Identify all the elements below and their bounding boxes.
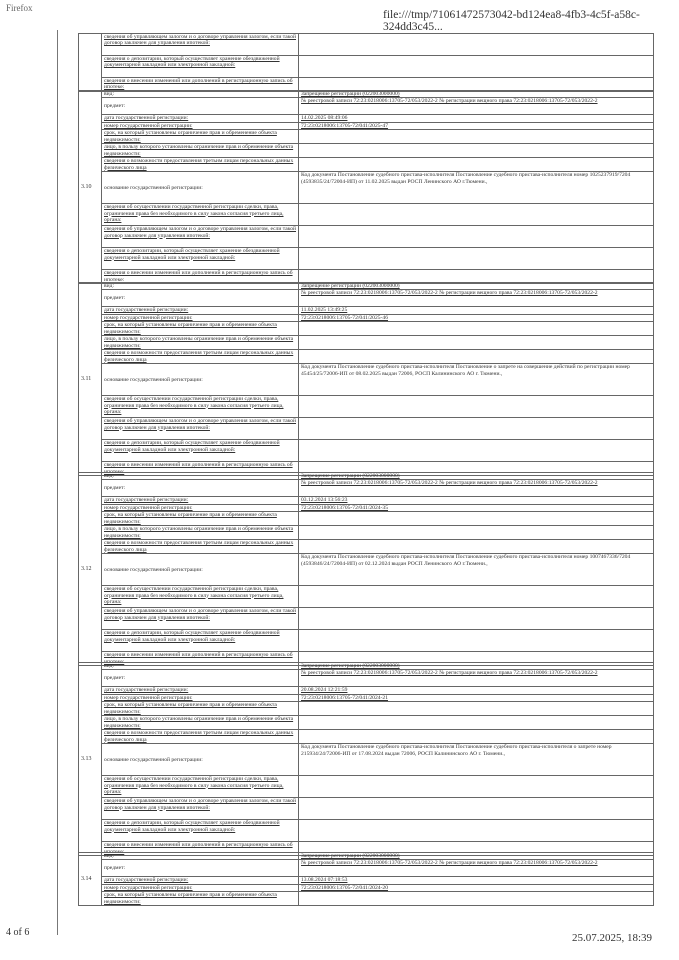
field-value-consent — [299, 204, 654, 226]
value-text: Код документа Постановление судебного пристава-исполнителя Постановление судебного пристава-исполнителя о запрете номер 215934/24/72006-ИП от 17.08.2024 выдан 72006, РОСП Калининского АО г. Тюмени., — [301, 744, 612, 757]
label-text: сведения о внесении изменений или дополнений в регистрационную запись об ипотеке: — [104, 462, 293, 475]
value-text: № реестровой записи 72:23:0218006:13705-72/053/2022-2 № регистрации вещного права 72:23:0218006:13705-72/053/2022-2 — [301, 480, 598, 487]
field-label-depositary — [102, 440, 299, 462]
table-row — [79, 350, 654, 364]
field-label-consent — [102, 204, 299, 226]
label-text: сведения о депозитарии, который осуществляет хранение обездвиженной документарной закладной или электронной закладной: — [104, 248, 280, 261]
table-row — [79, 130, 654, 144]
field-label-subject — [102, 98, 299, 115]
table-row — [79, 144, 654, 158]
field-label-personal-data — [102, 730, 299, 744]
field-value-depositary — [299, 56, 654, 78]
table-row — [79, 526, 654, 540]
table-row — [79, 608, 654, 630]
field-label-subject — [102, 480, 299, 497]
table-row — [79, 98, 654, 115]
label-text: сведения об управляющем залогом и о договоре управления залогом, если такой договор заключен для управления ипотекой: — [104, 418, 297, 431]
table-row — [79, 884, 654, 891]
field-value-subject — [299, 290, 654, 307]
table-row — [79, 248, 654, 270]
field-label-pledge-manager — [102, 798, 299, 820]
label-text: номер государственной регистрации: — [104, 504, 193, 511]
field-label-pledge-manager — [102, 608, 299, 630]
field-value-consent — [299, 396, 654, 418]
table-row — [79, 512, 654, 526]
label-text: сведения о внесении изменений или дополнений в регистрационную запись об ипотеке: — [104, 842, 293, 855]
label-text: сведения о депозитарии, который осуществляет хранение обездвиженной документарной закладной или электронной закладной: — [104, 440, 280, 453]
value-text: 72:23:0218006:13705-72/041/2024-21 — [301, 694, 389, 701]
section-table — [78, 33, 654, 92]
field-value-reg-date — [299, 115, 654, 122]
field-value-reg-number — [299, 504, 654, 511]
value-text: 72:23:0218006:13705-72/041/2025-47 — [301, 122, 389, 129]
table-row — [79, 716, 654, 730]
table-row — [79, 554, 654, 586]
field-value-personal-data — [299, 350, 654, 364]
value-text: 72:23:0218006:13705-72/041/2025-46 — [301, 314, 389, 321]
section-number: 3.11 — [79, 283, 102, 476]
field-value-consent — [299, 586, 654, 608]
field-label-personal-data — [102, 350, 299, 364]
section-table — [78, 90, 654, 284]
section-number: 3.12 — [79, 473, 102, 666]
field-value-depositary — [299, 440, 654, 462]
field-value-reg-number — [299, 884, 654, 891]
field-value-term — [299, 512, 654, 526]
field-label-beneficiary — [102, 526, 299, 540]
field-label-depositary — [102, 820, 299, 842]
print-datetime: 25.07.2025, 18:39 — [572, 932, 653, 944]
field-label-beneficiary — [102, 716, 299, 730]
label-text: сведения об осуществлении государственной регистрации сделки, права, ограничения права без необходимого в силу закона согласия третьего лица, органа: — [104, 396, 284, 416]
table-row — [79, 34, 654, 56]
label-text: номер государственной регистрации: — [104, 694, 193, 701]
field-label-reg-number — [102, 314, 299, 321]
label-text: срок, на который установлены ограничение прав и обременение объекта недвижимости: — [104, 892, 277, 905]
label-text: номер государственной регистрации: — [104, 314, 193, 321]
label-text: предмет: — [104, 295, 126, 302]
value-text: 20.08.2024 12:21:59 — [301, 687, 348, 694]
field-label-basis — [102, 554, 299, 586]
table-row — [79, 670, 654, 687]
table-row — [79, 540, 654, 554]
label-text: сведения о внесении изменений или дополнений в регистрационную запись об ипотеке: — [104, 78, 293, 91]
label-text: сведения о возможности предоставления третьим лицам персональных данных физического лица — [104, 730, 294, 743]
field-value-basis — [299, 172, 654, 204]
table-row — [79, 798, 654, 820]
table-row — [79, 396, 654, 418]
field-value-reg-date — [299, 497, 654, 504]
label-text: вид: — [104, 283, 115, 289]
label-text: дата государственной регистрации: — [104, 877, 189, 884]
field-value-pledge-manager — [299, 798, 654, 820]
field-value-pledge-manager — [299, 34, 654, 56]
value-text: Запрещение регистрации (022003000000) — [301, 283, 400, 289]
value-text: Код документа Постановление судебного пристава-исполнителя Постановление судебного пристава-исполнителя номер 1025237919/7204 (4593835/24/72004-ИП) от 11.02.2025 выдан РОСП Ленинского АО г.Тюмени., — [301, 172, 631, 185]
label-text: вид: — [104, 91, 115, 97]
field-value-kind — [299, 91, 654, 98]
table-row — [79, 776, 654, 798]
value-text: № реестровой записи 72:23:0218006:13705-72/053/2022-2 № регистрации вещного права 72:23:0218006:13705-72/053/2022-2 — [301, 860, 598, 867]
field-label-kind — [102, 853, 299, 860]
page-url: file:///tmp/71061472573042-bd124ea8-4fb3-4c5f-a58c-324dd3c45... — [383, 9, 640, 33]
field-value-pledge-manager — [299, 418, 654, 440]
table-row — [79, 892, 654, 906]
field-value-term — [299, 702, 654, 716]
value-text: 13.08.2024 07:18:53 — [301, 877, 348, 884]
field-value-beneficiary — [299, 336, 654, 350]
field-label-subject — [102, 670, 299, 687]
label-text: номер государственной регистрации: — [104, 122, 193, 129]
field-label-personal-data — [102, 158, 299, 172]
field-label-kind — [102, 283, 299, 290]
table-row — [79, 283, 654, 290]
value-text: Запрещение регистрации (022003000000) — [301, 473, 400, 479]
field-label-basis — [102, 364, 299, 396]
table-row — [79, 322, 654, 336]
section-number: 3.13 — [79, 663, 102, 856]
label-text: лицо, в пользу которого установлены ограничение прав и обременение объекта недвижимости: — [104, 716, 294, 729]
field-label-consent — [102, 586, 299, 608]
label-text: сведения об осуществлении государственной регистрации сделки, права, ограничения права без необходимого в силу закона согласия третьего лица, органа: — [104, 586, 284, 606]
label-text: сведения о возможности предоставления третьим лицам персональных данных физического лица — [104, 350, 294, 363]
table-row — [79, 877, 654, 884]
field-label-pledge-manager — [102, 418, 299, 440]
label-text: срок, на который установлены ограничение прав и обременение объекта недвижимости: — [104, 512, 277, 525]
field-value-depositary — [299, 820, 654, 842]
field-value-basis — [299, 364, 654, 396]
label-text: сведения о депозитарии, который осуществляет хранение обездвиженной документарной закладной или электронной закладной: — [104, 630, 280, 643]
label-text: вид: — [104, 663, 115, 669]
field-value-beneficiary — [299, 716, 654, 730]
field-value-personal-data — [299, 540, 654, 554]
browser-app-label: Firefox — [6, 3, 33, 13]
table-row — [79, 586, 654, 608]
field-label-pledge-manager — [102, 226, 299, 248]
table-row — [79, 860, 654, 877]
field-value-pledge-manager — [299, 226, 654, 248]
label-text: сведения об осуществлении государственной регистрации сделки, права, ограничения права без необходимого в силу закона согласия третьего лица, органа: — [104, 204, 284, 224]
field-label-depositary — [102, 248, 299, 270]
field-label-basis — [102, 172, 299, 204]
table-row — [79, 122, 654, 129]
label-text: лицо, в пользу которого установлены ограничение прав и обременение объекта недвижимости: — [104, 144, 294, 157]
table-row — [79, 314, 654, 321]
section-table — [78, 282, 654, 476]
field-value-pledge-manager — [299, 608, 654, 630]
section-number: 3.10 — [79, 91, 102, 284]
field-label-depositary — [102, 630, 299, 652]
field-label-consent — [102, 776, 299, 798]
field-value-reg-date — [299, 307, 654, 314]
label-text: срок, на который установлены ограничение прав и обременение объекта недвижимости: — [104, 702, 277, 715]
field-value-term — [299, 322, 654, 336]
table-row — [79, 336, 654, 350]
field-label-depositary — [102, 56, 299, 78]
field-label-reg-number — [102, 504, 299, 511]
field-value-reg-number — [299, 314, 654, 321]
value-text: Запрещение регистрации (022003000000) — [301, 663, 400, 669]
section-number — [79, 34, 102, 92]
value-text: 11.02.2025 13:49:25 — [301, 307, 348, 314]
field-label-term — [102, 892, 299, 906]
field-label-pledge-manager — [102, 34, 299, 56]
field-value-subject — [299, 480, 654, 497]
label-text: предмет: — [104, 103, 126, 110]
label-text: основание государственной регистрации: — [104, 566, 203, 573]
label-text: основание государственной регистрации: — [104, 756, 203, 763]
value-text: 72:23:0218006:13705-72/041/2024-20 — [301, 884, 389, 891]
label-text: вид: — [104, 853, 115, 859]
field-value-reg-date — [299, 687, 654, 694]
field-label-reg-date — [102, 307, 299, 314]
table-row — [79, 91, 654, 98]
value-text: № реестровой записи 72:23:0218006:13705-72/053/2022-2 № регистрации вещного права 72:23:0218006:13705-72/053/2022-2 — [301, 290, 598, 297]
table-row — [79, 204, 654, 226]
table-row — [79, 172, 654, 204]
field-label-beneficiary — [102, 336, 299, 350]
value-text: Запрещение регистрации (022003000000) — [301, 853, 400, 859]
label-text: сведения об осуществлении государственной регистрации сделки, права, ограничения права без необходимого в силу закона согласия третьего лица, органа: — [104, 776, 284, 796]
field-label-beneficiary — [102, 144, 299, 158]
value-text: 72:23:0218006:13705-72/041/2024-35 — [301, 504, 389, 511]
table-row — [79, 307, 654, 314]
table-row — [79, 418, 654, 440]
label-text: сведения о внесении изменений или дополнений в регистрационную запись об ипотеке: — [104, 270, 293, 283]
table-row — [79, 504, 654, 511]
label-text: сведения об управляющем залогом и о договоре управления залогом, если такой договор заключен для управления ипотекой: — [104, 798, 297, 811]
field-value-consent — [299, 776, 654, 798]
label-text: сведения о депозитарии, который осуществляет хранение обездвиженной документарной закладной или электронной закладной: — [104, 56, 280, 69]
label-text: дата государственной регистрации: — [104, 687, 189, 694]
label-text: сведения об управляющем залогом и о договоре управления залогом, если такой договор заключен для управления ипотекой: — [104, 34, 297, 47]
table-row — [79, 853, 654, 860]
label-text: основание государственной регистрации: — [104, 376, 203, 383]
section-table — [78, 472, 654, 666]
page-indicator: 4 of 6 — [6, 927, 30, 938]
table-row — [79, 115, 654, 122]
field-label-subject — [102, 290, 299, 307]
field-label-term — [102, 322, 299, 336]
field-value-reg-number — [299, 122, 654, 129]
table-row — [79, 473, 654, 480]
field-label-reg-number — [102, 884, 299, 891]
field-label-reg-date — [102, 497, 299, 504]
table-row — [79, 440, 654, 462]
field-value-personal-data — [299, 158, 654, 172]
field-label-kind — [102, 91, 299, 98]
field-value-kind — [299, 283, 654, 290]
field-label-reg-date — [102, 877, 299, 884]
field-label-term — [102, 130, 299, 144]
label-text: предмет: — [104, 675, 126, 682]
field-value-beneficiary — [299, 526, 654, 540]
value-text: 03.12.2024 13:56:23 — [301, 497, 348, 504]
label-text: сведения о возможности предоставления третьим лицам персональных данных физического лица — [104, 158, 294, 171]
field-label-reg-date — [102, 687, 299, 694]
field-label-kind — [102, 663, 299, 670]
table-row — [79, 702, 654, 716]
value-text: Запрещение регистрации (022003000000) — [301, 91, 400, 97]
label-text: предмет: — [104, 485, 126, 492]
table-row — [79, 56, 654, 78]
label-text: предмет: — [104, 865, 126, 872]
table-row — [79, 630, 654, 652]
field-value-subject — [299, 98, 654, 115]
section-table — [78, 852, 654, 906]
table-row — [79, 226, 654, 248]
field-value-depositary — [299, 630, 654, 652]
value-text: 14.02.2025 08:49:06 — [301, 115, 348, 122]
field-value-personal-data — [299, 730, 654, 744]
field-value-subject — [299, 670, 654, 687]
table-row — [79, 820, 654, 842]
table-row — [79, 158, 654, 172]
value-text: № реестровой записи 72:23:0218006:13705-72/053/2022-2 № регистрации вещного права 72:23:0218006:13705-72/053/2022-2 — [301, 670, 598, 677]
field-value-reg-number — [299, 694, 654, 701]
field-value-beneficiary — [299, 144, 654, 158]
field-value-term — [299, 892, 654, 906]
label-text: сведения об управляющем залогом и о договоре управления залогом, если такой договор заключен для управления ипотекой: — [104, 608, 297, 621]
section-number: 3.14 — [79, 853, 102, 906]
value-text: Код документа Постановление судебного пристава-исполнителя Постановление о запрете на совершение действий по регистрации номер 45454/25/72006-ИП от 08.02.2025 выдан 72006, РОСП Калининского АО г. Тюмени., — [301, 364, 630, 377]
field-value-kind — [299, 853, 654, 860]
field-label-term — [102, 512, 299, 526]
label-text: вид: — [104, 473, 115, 479]
label-text: дата государственной регистрации: — [104, 115, 189, 122]
table-row — [79, 290, 654, 307]
table-row — [79, 663, 654, 670]
field-value-kind — [299, 473, 654, 480]
field-label-reg-number — [102, 694, 299, 701]
label-text: сведения о внесении изменений или дополнений в регистрационную запись об ипотеке: — [104, 652, 293, 665]
field-label-kind — [102, 473, 299, 480]
field-label-reg-date — [102, 115, 299, 122]
field-value-depositary — [299, 248, 654, 270]
table-row — [79, 687, 654, 694]
table-row — [79, 744, 654, 776]
table-row — [79, 480, 654, 497]
label-text: дата государственной регистрации: — [104, 497, 189, 504]
table-row — [79, 364, 654, 396]
label-text: срок, на который установлены ограничение прав и обременение объекта недвижимости: — [104, 130, 277, 143]
label-text: сведения о депозитарии, который осуществляет хранение обездвиженной документарной закладной или электронной закладной: — [104, 820, 280, 833]
field-label-reg-number — [102, 122, 299, 129]
field-label-basis — [102, 744, 299, 776]
field-value-basis — [299, 554, 654, 586]
label-text: номер государственной регистрации: — [104, 884, 193, 891]
field-label-subject — [102, 860, 299, 877]
value-text: № реестровой записи 72:23:0218006:13705-72/053/2022-2 № регистрации вещного права 72:23:0218006:13705-72/053/2022-2 — [301, 98, 598, 105]
field-label-term — [102, 702, 299, 716]
field-value-basis — [299, 744, 654, 776]
label-text: сведения о возможности предоставления третьим лицам персональных данных физического лица — [104, 540, 294, 553]
field-value-kind — [299, 663, 654, 670]
field-label-consent — [102, 396, 299, 418]
label-text: лицо, в пользу которого установлены ограничение прав и обременение объекта недвижимости: — [104, 336, 294, 349]
label-text: основание государственной регистрации: — [104, 184, 203, 191]
label-text: лицо, в пользу которого установлены ограничение прав и обременение объекта недвижимости: — [104, 526, 294, 539]
table-row — [79, 694, 654, 701]
table-row — [79, 497, 654, 504]
field-value-term — [299, 130, 654, 144]
label-text: дата государственной регистрации: — [104, 307, 189, 314]
section-table — [78, 662, 654, 856]
field-label-personal-data — [102, 540, 299, 554]
value-text: Код документа Постановление судебного пристава-исполнителя Постановление судебного пристава-исполнителя номер 1007467336/7204 (4593846/24/72004-ИП) от 02.12.2024 выдан РОСП Ленинского АО г.Тюмени., — [301, 554, 631, 567]
table-outer-border — [57, 30, 58, 935]
label-text: сведения об управляющем залогом и о договоре управления залогом, если такой договор заключен для управления ипотекой: — [104, 226, 297, 239]
field-value-reg-date — [299, 877, 654, 884]
label-text: срок, на который установлены ограничение прав и обременение объекта недвижимости: — [104, 322, 277, 335]
field-value-subject — [299, 860, 654, 877]
table-row — [79, 730, 654, 744]
